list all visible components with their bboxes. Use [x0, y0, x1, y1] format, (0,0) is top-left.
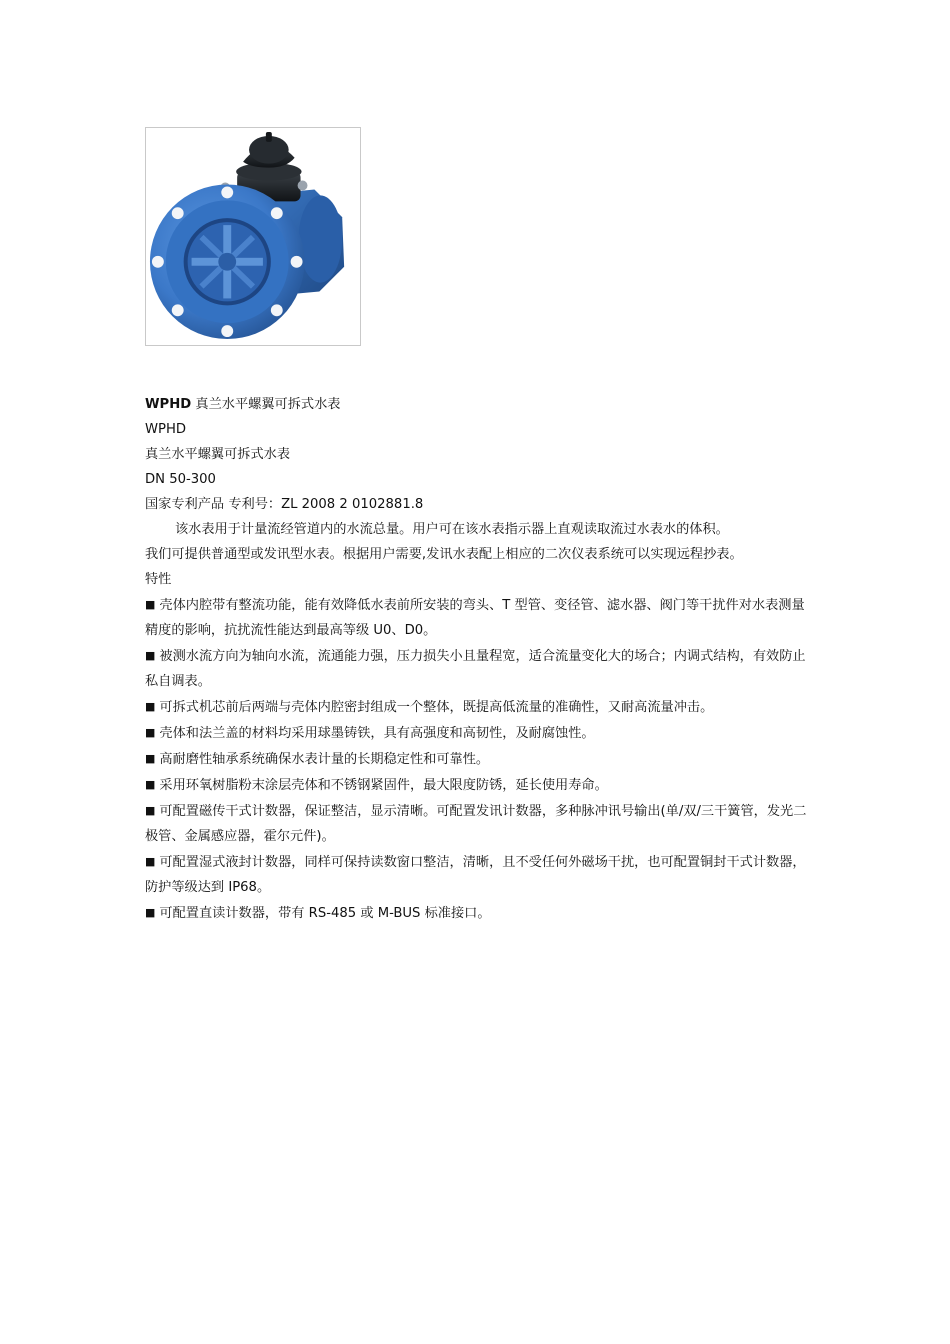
product-model: WPHD [145, 422, 187, 437]
product-name: 真兰水平螺翼可拆式水表 [145, 447, 291, 462]
feature-item: ■ 被测水流方向为轴向水流，流通能力强，压力损失小且量程宽，适合流量变化大的场合；内调式结构，有效防止私自调表。 [145, 649, 806, 689]
description-paragraph-2: 我们可提供普通型或发讯型水表。根据用户需要,发讯水表配上相应的二次仪表系统可以实现远程抄表。 [145, 547, 743, 562]
feature-item: ■ 可配置直读计数器，带有 RS-485 或 M-BUS 标准接口。 [145, 906, 491, 921]
bullet-icon: ■ [145, 700, 156, 713]
bullet-icon: ■ [145, 778, 156, 791]
bullet-icon: ■ [145, 752, 156, 765]
features-heading: 特性 [145, 572, 172, 587]
bullet-icon: ■ [145, 726, 156, 739]
water-meter-illustration [146, 128, 360, 345]
feature-item: ■ 可配置湿式液封计数器，同样可保持读数窗口整洁，清晰，且不受任何外磁场干扰，也可配置铜封干式计数器，防护等级达到 IP68。 [145, 855, 806, 895]
size-range: DN 50-300 [145, 472, 216, 487]
bullet-icon: ■ [145, 906, 156, 919]
feature-item: ■ 可拆式机芯前后两端与壳体内腔密封组成一个整体，既提高低流量的准确性，又耐高流量冲击。 [145, 700, 714, 715]
bullet-icon: ■ [145, 804, 156, 817]
bullet-icon: ■ [145, 598, 156, 611]
patent-info: 国家专利产品 专利号：ZL 2008 2 0102881.8 [145, 497, 424, 512]
bullet-icon: ■ [145, 649, 156, 662]
product-description [145, 392, 810, 926]
feature-item: ■ 壳体内腔带有整流功能，能有效降低水表前所安装的弯头、T 型管、变径管、滤水器、阀门等干扰件对水表测量精度的影响，抗扰流性能达到最高等级 U0、D0。 [145, 598, 805, 638]
description-paragraph-1: 该水表用于计量流经管道内的水流总量。用户可在该水表指示器上直观读取流过水表水的体积。 [175, 522, 729, 537]
product-photo [145, 127, 361, 346]
feature-item: ■ 壳体和法兰盖的材料均采用球墨铸铁，具有高强度和高韧性，及耐腐蚀性。 [145, 726, 595, 741]
bullet-icon: ■ [145, 855, 156, 868]
feature-item: ■ 采用环氧树脂粉末涂层壳体和不锈钢紧固件，最大限度防锈，延长使用寿命。 [145, 778, 608, 793]
feature-item: ■ 高耐磨性轴承系统确保水表计量的长期稳定性和可靠性。 [145, 752, 490, 767]
product-title: WPHD 真兰水平螺翼可拆式水表 [145, 397, 341, 412]
feature-item: ■ 可配置磁传干式计数器，保证整洁，显示清晰。可配置发讯计数器，多种脉冲讯号输出(单/双/三干簧管，发光二极管、金属感应器，霍尔元件)。 [145, 804, 807, 844]
